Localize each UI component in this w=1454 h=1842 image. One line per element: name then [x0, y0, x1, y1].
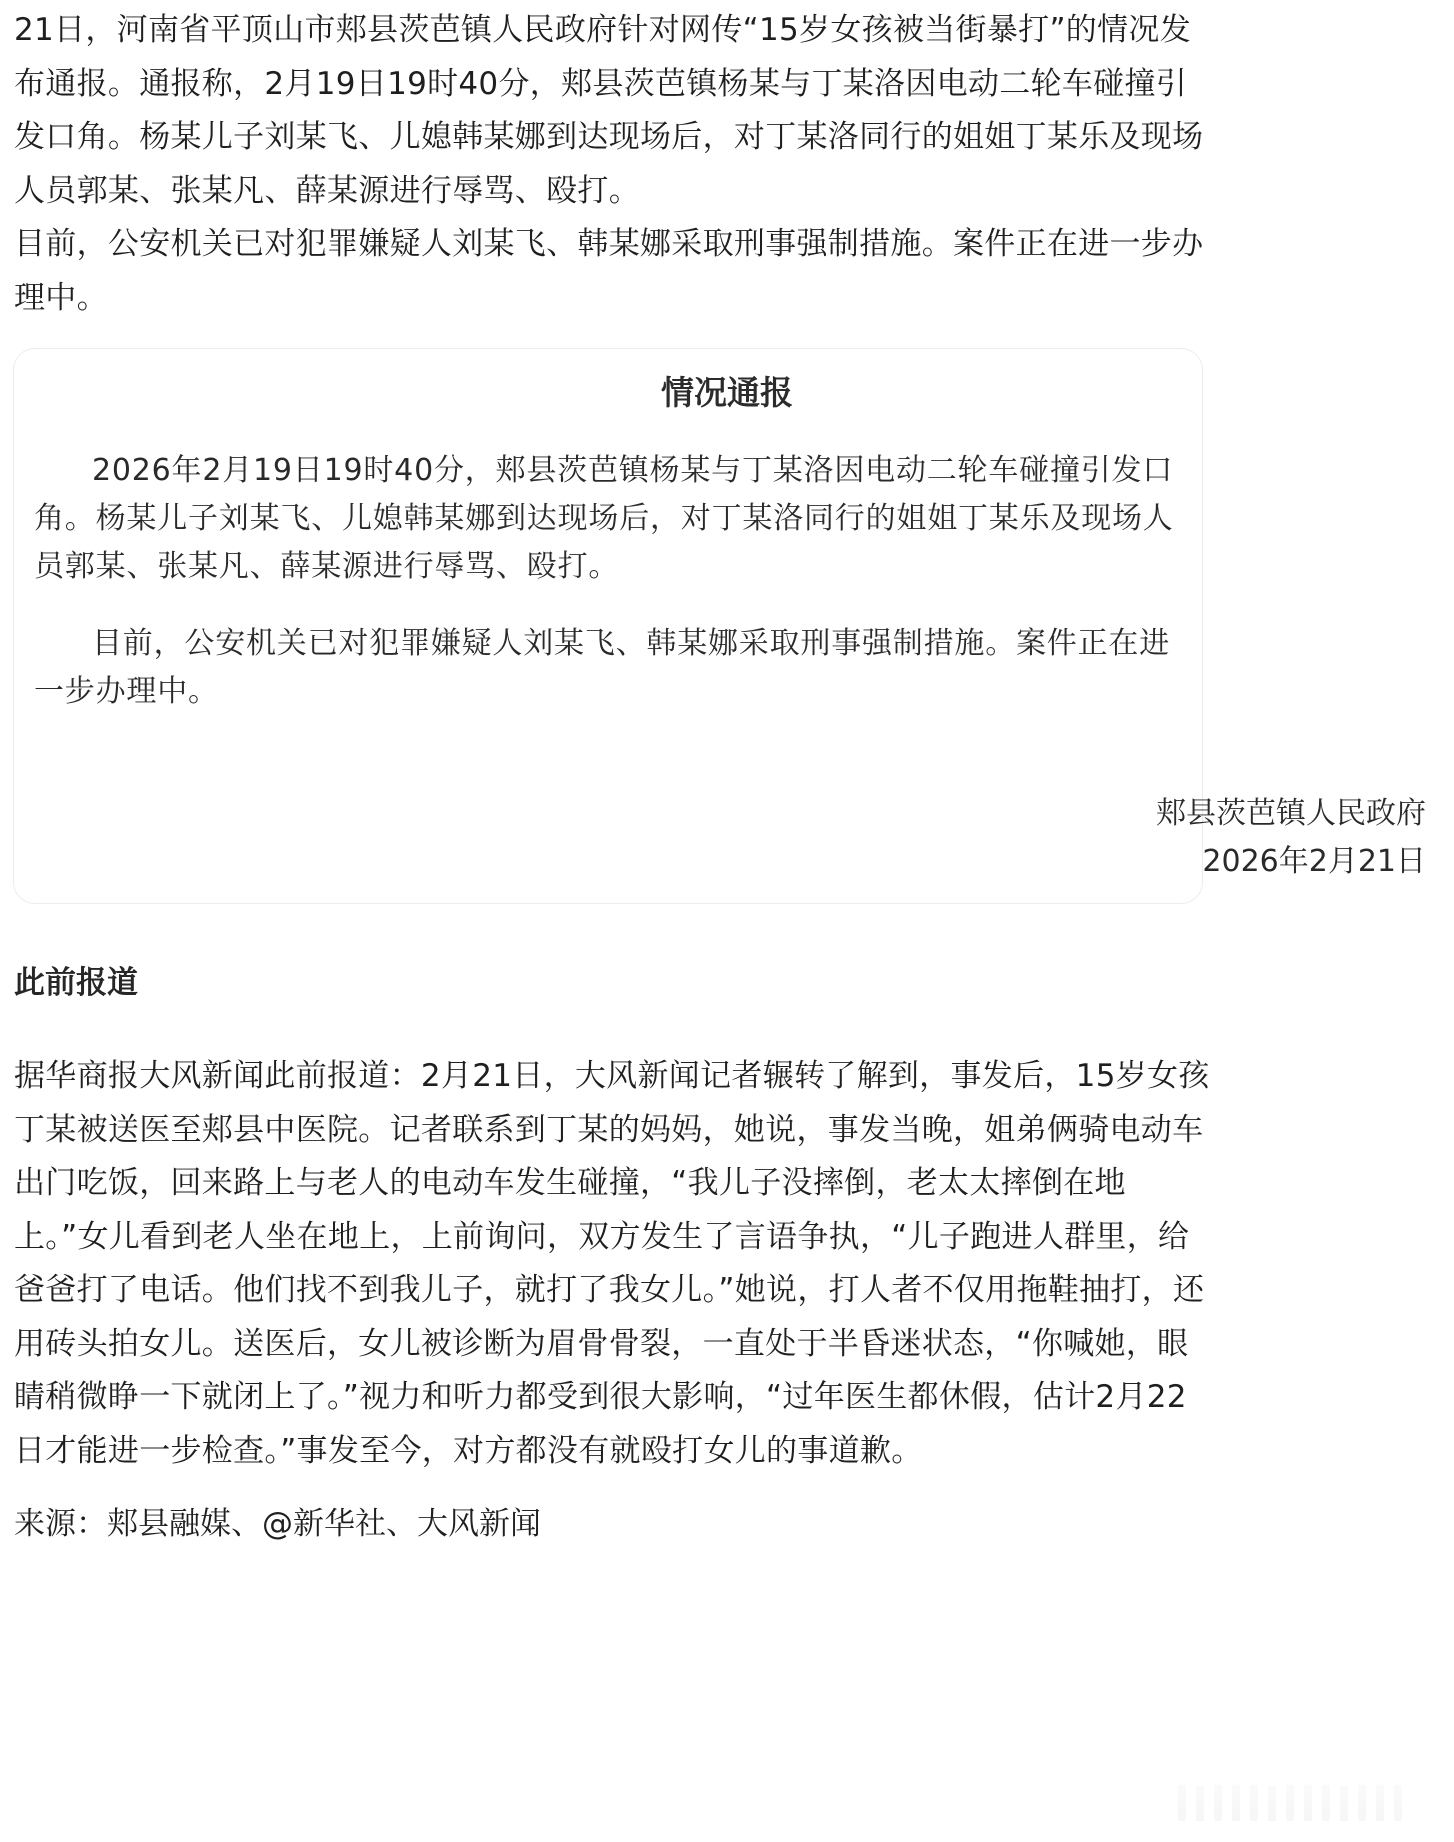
- section-heading-previous-report: 此前报道: [14, 965, 138, 1001]
- previous-report-body: 据华商报大风新闻此前报道：2月21日，大风新闻记者辗转了解到，事发后，15岁女孩丁某被送医至郏县中医院。记者联系到丁某的妈妈，她说，事发当晚，姐弟俩骑电动车出门吃饭，回来路上与老人的电动车发生碰撞，“我儿子没摔倒，老太太摔倒在地上。”女儿看到老人坐在地上，上前询问，双方发生了言语争执，“儿子跑进人群里，给爸爸打了电话。他们找不到我儿子，就打了我女儿。”她说，打人者不仅用拖鞋抽打，还用砖头拍女儿。送医后，女儿被诊断为眉骨骨裂，一直处于半昏迷状态，“你喊她，眼睛稍微睁一下就闭上了。”视力和听力都受到很大影响，“过年医生都休假，估计2月22日才能进一步检查。”事发至今，对方都没有就殴打女儿的事道歉。: [14, 1058, 1210, 1469]
- notice-signature-org: 郏县茨芭镇人民政府: [1156, 796, 1426, 831]
- watermark-icon: [1178, 1785, 1428, 1823]
- intro-paragraph: 21日，河南省平顶山市郏县茨芭镇人民政府针对网传“15岁女孩被当街暴打”的情况发布通报。通报称，2月19日19时40分，郏县茨芭镇杨某与丁某洛因电动二轮车碰撞引发口角。杨某儿子刘某飞、儿媳韩某娜到达现场后，对丁某洛同行的姐姐丁某乐及现场人员郭某、张某凡、薛某源进行辱骂、殴打。: [14, 12, 1204, 209]
- intro-paragraph-2: 目前，公安机关已对犯罪嫌疑人刘某飞、韩某娜采取刑事强制措施。案件正在进一步办理中。: [14, 226, 1204, 316]
- notice-paragraph-1: 2026年2月19日19时40分，郏县茨芭镇杨某与丁某洛因电动二轮车碰撞引发口角。杨某儿子刘某飞、儿媳韩某娜到达现场后，对丁某洛同行的姐姐丁某乐及现场人员郭某、张某凡、薛某源进行辱骂、殴打。: [34, 453, 1174, 584]
- article-intro: [14, 4, 1210, 325]
- notice-paragraph-2: 目前，公安机关已对犯罪嫌疑人刘某飞、韩某娜采取刑事强制措施。案件正在进一步办理中。: [34, 626, 1170, 709]
- notice-title: 情况通报: [661, 373, 793, 412]
- previous-report: [14, 1050, 1210, 1478]
- notice-signature-date: 2026年2月21日: [1202, 844, 1426, 879]
- source-line: 来源：郏县融媒、@新华社、大风新闻: [14, 1506, 541, 1542]
